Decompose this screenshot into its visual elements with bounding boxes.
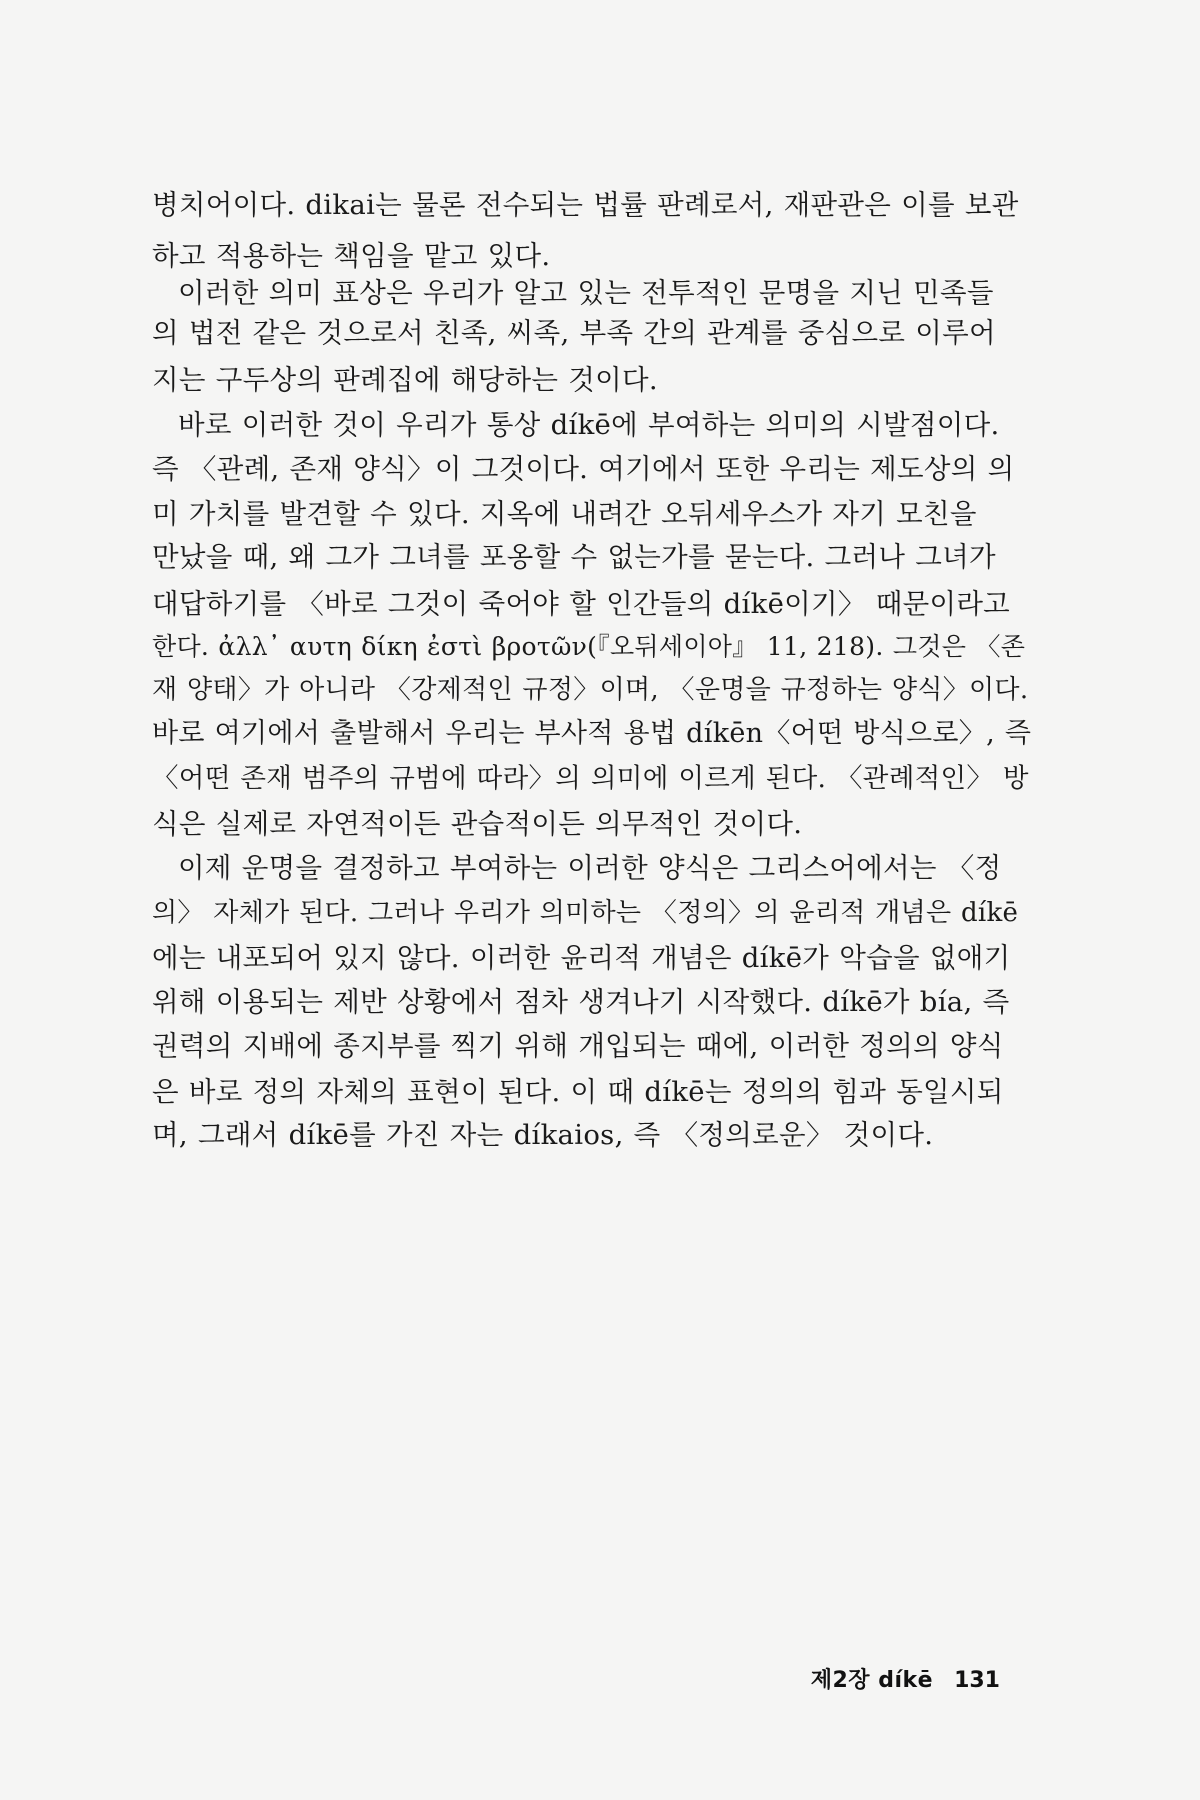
text-line: 에는 내포되어 있지 않다. 이러한 윤리적 개념은 díkē가 악습을 없애기 [152,942,1011,974]
text-line: 만났을 때, 왜 그가 그녀를 포옹할 수 없는가를 묻는다. 그러나 그녀가 [152,541,996,573]
text-line: 하고 적용하는 책임을 맡고 있다. [152,240,551,272]
text-line: 〈어떤 존재 범주의 규범에 따라〉의 의미에 이르게 된다. 〈관례적인〉 방 [152,763,1029,794]
text-line: 위해 이용되는 제반 상황에서 점차 생겨나기 시작했다. díkē가 bía, 즉 [152,986,1010,1018]
text-line: 대답하기를 〈바로 그것이 죽어야 할 인간들의 díkē이기〉 때문이라고 [152,588,1011,620]
text-line: 지는 구두상의 판례집에 해당하는 것이다. [152,364,658,396]
text-line: 바로 이러한 것이 우리가 통상 díkē에 부여하는 의미의 시발점이다. [178,409,1000,441]
text-line: 바로 여기에서 출발해서 우리는 부사적 용법 díkēn〈어떤 방식으로〉, 즉 [152,718,1032,749]
page-footer [811,1666,1000,1696]
chapter-label: 제2장 díkē [810,1668,934,1693]
text-line: 의〉 자체가 된다. 그러나 우리가 의미하는 〈정의〉의 윤리적 개념은 díkē [152,898,1019,928]
text-line: 즉 〈관례, 존재 양식〉이 그것이다. 여기에서 또한 우리는 제도상의 의 [152,453,1015,485]
text-line: 이러한 의미 표상은 우리가 알고 있는 전투적인 문명을 지닌 민족들 [178,277,994,309]
text-line: 며, 그래서 díkē를 가진 자는 díkaios, 즉 〈정의로운〉 것이다. [152,1119,934,1151]
page-number: 131 [954,1668,1000,1693]
text-line: 의 법전 같은 것으로서 친족, 씨족, 부족 간의 관계를 중심으로 이루어 [152,317,996,349]
text-line: 병치어이다. dikai는 물론 전수되는 법률 판례로서, 재판관은 이를 보관 [152,189,1019,221]
text-line: 미 가치를 발견할 수 있다. 지옥에 내려간 오뒤세우스가 자기 모친을 [152,498,977,530]
text-line: 은 바로 정의 자체의 표현이 된다. 이 때 díkē는 정의의 힘과 동일시되 [152,1076,1004,1108]
text-line: 이제 운명을 결정하고 부여하는 이러한 양식은 그리스어에서는 〈정 [178,852,1002,884]
text-line: 한다. ἀλλ᾽ αυτη δίκη ἐστὶ βροτῶν(『오뒤세이아』 11, 218). 그것은 〈존 [152,632,1026,661]
text-line: 재 양태〉가 아니라 〈강제적인 규정〉이며, 〈운명을 규정하는 양식〉이다. [152,675,1029,705]
text-line: 식은 실제로 자연적이든 관습적이든 의무적인 것이다. [152,808,803,840]
text-line: 권력의 지배에 종지부를 찍기 위해 개입되는 때에, 이러한 정의의 양식 [152,1030,1004,1062]
